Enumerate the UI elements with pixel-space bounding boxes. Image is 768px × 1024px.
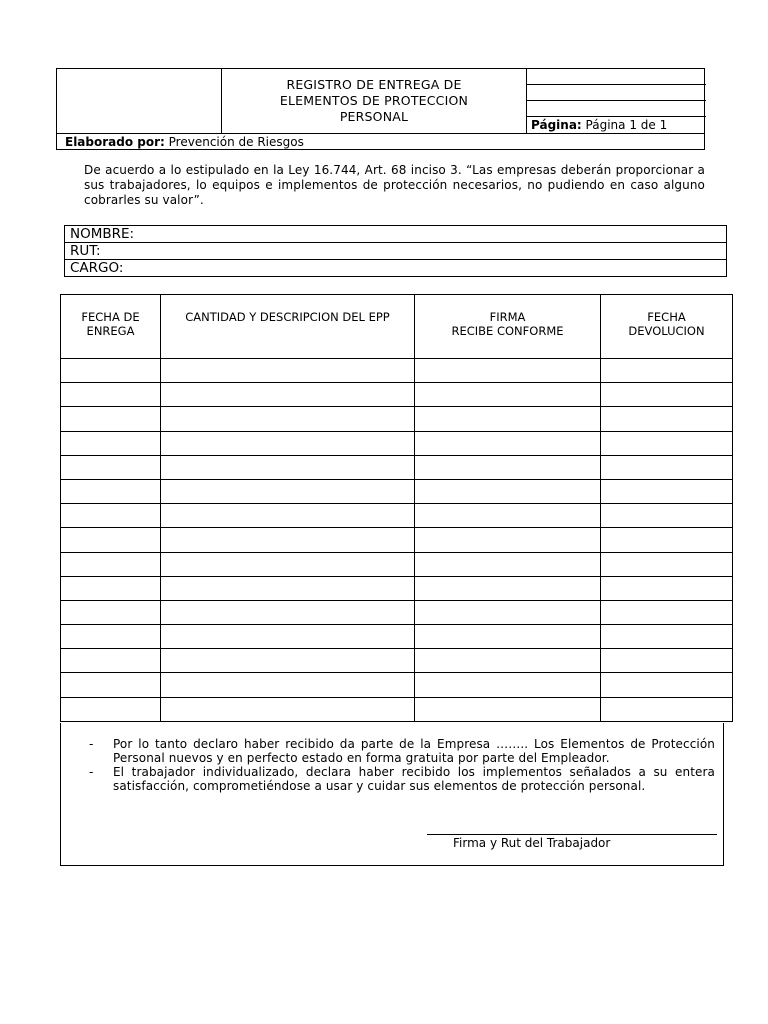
- cell-firma[interactable]: [415, 504, 601, 528]
- revision-divider: [527, 100, 706, 101]
- cell-cantidad-descripcion[interactable]: [161, 552, 415, 576]
- cell-fecha-devolucion[interactable]: [601, 625, 733, 649]
- cell-fecha-entrega[interactable]: [61, 576, 161, 600]
- cell-fecha-devolucion[interactable]: [601, 649, 733, 673]
- cell-firma[interactable]: [415, 359, 601, 383]
- table-row: [61, 431, 733, 455]
- cell-fecha-devolucion[interactable]: [601, 407, 733, 431]
- signature-label: Firma y Rut del Trabajador: [453, 836, 611, 850]
- table-row: [61, 359, 733, 383]
- cell-fecha-entrega[interactable]: [61, 600, 161, 624]
- cell-cantidad-descripcion[interactable]: [161, 455, 415, 479]
- cell-firma[interactable]: [415, 625, 601, 649]
- revision-cell: [526, 69, 705, 133]
- page-indicator: [531, 117, 667, 133]
- worker-info-box: [64, 225, 727, 277]
- cell-fecha-devolucion[interactable]: [601, 600, 733, 624]
- cell-fecha-entrega[interactable]: [61, 383, 161, 407]
- cell-cantidad-descripcion[interactable]: [161, 528, 415, 552]
- cell-fecha-devolucion[interactable]: [601, 576, 733, 600]
- pagina-value: Página 1 de 1: [585, 118, 668, 132]
- cell-fecha-entrega[interactable]: [61, 649, 161, 673]
- cell-firma[interactable]: [415, 552, 601, 576]
- cell-firma[interactable]: [415, 697, 601, 721]
- cell-fecha-devolucion[interactable]: [601, 504, 733, 528]
- table-row: [61, 625, 733, 649]
- cell-cantidad-descripcion[interactable]: [161, 625, 415, 649]
- declaration-item-2: El trabajador individualizado, declara haber recibido los implementos señalados a su entera satisfacción, comprometiéndose a usar y cuidar sus elementos de protección personal.: [113, 765, 715, 793]
- cell-firma[interactable]: [415, 407, 601, 431]
- rut-label: RUT:: [70, 243, 101, 259]
- table-row: [61, 407, 733, 431]
- title-line-1: REGISTRO DE ENTREGA DE: [286, 77, 462, 92]
- cell-firma[interactable]: [415, 455, 601, 479]
- cell-firma[interactable]: [415, 600, 601, 624]
- cell-firma[interactable]: [415, 576, 601, 600]
- cell-firma[interactable]: [415, 383, 601, 407]
- table-row: [61, 455, 733, 479]
- table-row: [61, 552, 733, 576]
- cell-fecha-entrega[interactable]: [61, 625, 161, 649]
- elaborado-value: Prevención de Riesgos: [168, 135, 304, 149]
- epp-delivery-table: [60, 294, 733, 722]
- elaborado-label: Elaborado por:: [65, 135, 165, 149]
- table-row: [61, 576, 733, 600]
- table-row: [61, 383, 733, 407]
- cell-cantidad-descripcion[interactable]: [161, 576, 415, 600]
- cell-fecha-devolucion[interactable]: [601, 479, 733, 503]
- table-row: [61, 504, 733, 528]
- col-fecha-entrega: FECHA DE ENREGA: [61, 295, 161, 359]
- logo-cell: [57, 69, 222, 133]
- revision-divider: [527, 84, 706, 85]
- cell-fecha-entrega[interactable]: [61, 697, 161, 721]
- declaration-box: [60, 723, 724, 866]
- table-body: [61, 359, 733, 722]
- cell-cantidad-descripcion[interactable]: [161, 359, 415, 383]
- intro-paragraph: De acuerdo a lo estipulado en la Ley 16.744, Art. 68 inciso 3. “Las empresas deberán proporcionar a sus trabajadores, lo equipos e implementos de protección necesarios, no pudiendo en caso alguno cobrarles su valor”.: [84, 163, 705, 207]
- cell-firma[interactable]: [415, 649, 601, 673]
- title-line-2: ELEMENTOS DE PROTECCION: [279, 93, 469, 108]
- cell-fecha-entrega[interactable]: [61, 504, 161, 528]
- document-header: [56, 68, 705, 150]
- cell-cantidad-descripcion[interactable]: [161, 407, 415, 431]
- col-cantidad-descripcion: CANTIDAD Y DESCRIPCION DEL EPP: [161, 295, 415, 359]
- cell-fecha-entrega[interactable]: [61, 431, 161, 455]
- table-row: [61, 697, 733, 721]
- cell-fecha-devolucion[interactable]: [601, 528, 733, 552]
- cell-cantidad-descripcion[interactable]: [161, 383, 415, 407]
- table-row: [61, 479, 733, 503]
- cell-fecha-entrega[interactable]: [61, 528, 161, 552]
- cargo-label: CARGO:: [70, 260, 124, 276]
- cell-cantidad-descripcion[interactable]: [161, 479, 415, 503]
- table-row: [61, 673, 733, 697]
- cell-fecha-entrega[interactable]: [61, 673, 161, 697]
- elaborado-por: [65, 135, 304, 149]
- pagina-label: Página:: [531, 118, 582, 132]
- cell-cantidad-descripcion[interactable]: [161, 504, 415, 528]
- cell-cantidad-descripcion[interactable]: [161, 697, 415, 721]
- title-line-3: PERSONAL: [339, 109, 409, 124]
- cell-firma[interactable]: [415, 528, 601, 552]
- bullet-1: -: [89, 737, 94, 751]
- cell-cantidad-descripcion[interactable]: [161, 600, 415, 624]
- cell-fecha-entrega[interactable]: [61, 552, 161, 576]
- cell-fecha-entrega[interactable]: [61, 407, 161, 431]
- rut-field[interactable]: [65, 243, 726, 260]
- cell-fecha-devolucion[interactable]: [601, 697, 733, 721]
- nombre-label: NOMBRE:: [70, 226, 135, 242]
- cell-fecha-devolucion[interactable]: [601, 359, 733, 383]
- cell-firma[interactable]: [415, 479, 601, 503]
- cell-fecha-devolucion[interactable]: [601, 431, 733, 455]
- bullet-2: -: [89, 765, 94, 779]
- cell-fecha-entrega[interactable]: [61, 479, 161, 503]
- cell-fecha-devolucion[interactable]: [601, 383, 733, 407]
- col-firma: FIRMA RECIBE CONFORME: [415, 295, 601, 359]
- table-row: [61, 528, 733, 552]
- cell-firma[interactable]: [415, 431, 601, 455]
- cell-fecha-devolucion[interactable]: [601, 455, 733, 479]
- table-header-row: [61, 295, 733, 359]
- cell-cantidad-descripcion[interactable]: [161, 431, 415, 455]
- col-fecha-devolucion: FECHA DEVOLUCION: [601, 295, 733, 359]
- cell-fecha-entrega[interactable]: [61, 359, 161, 383]
- header-divider: [57, 133, 705, 134]
- document-title: [222, 69, 526, 133]
- signature-line[interactable]: [427, 834, 717, 835]
- cell-cantidad-descripcion[interactable]: [161, 673, 415, 697]
- cell-firma[interactable]: [415, 673, 601, 697]
- cargo-field[interactable]: [65, 260, 726, 277]
- table-row: [61, 600, 733, 624]
- cell-fecha-devolucion[interactable]: [601, 673, 733, 697]
- nombre-field[interactable]: [65, 226, 726, 243]
- table-row: [61, 649, 733, 673]
- cell-fecha-entrega[interactable]: [61, 455, 161, 479]
- declaration-item-1: Por lo tanto declaro haber recibido da parte de la Empresa …….. Los Elementos de Protección Personal nuevos y en perfecto estado en forma gratuita por parte del Empleador.: [113, 737, 715, 765]
- cell-fecha-devolucion[interactable]: [601, 552, 733, 576]
- cell-cantidad-descripcion[interactable]: [161, 649, 415, 673]
